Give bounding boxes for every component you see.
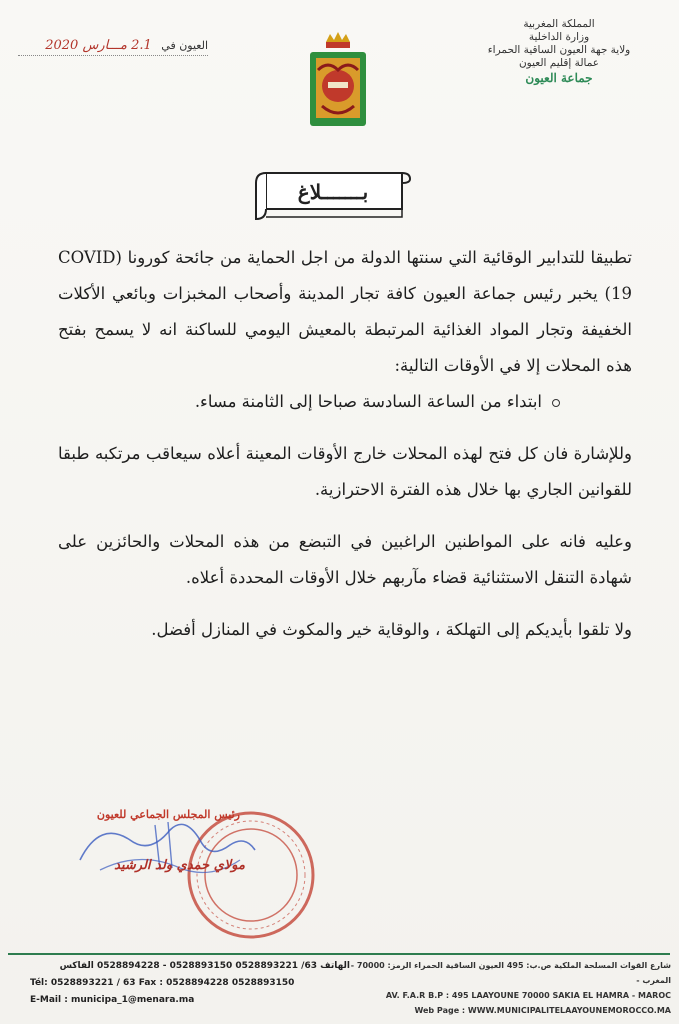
- address-french: AV. F.A.R B.P : 495 LAAYOUNE 70000 SAKIA EL HAMRA - MAROC: [385, 991, 671, 1000]
- header-line: ولاية جهة العيون الساقية الحمراء: [487, 44, 631, 56]
- notice-body: [58, 240, 632, 648]
- issuer-header: [469, 18, 649, 85]
- date-label: العيون في: [161, 39, 208, 52]
- signer-name: مولاي حمدي ولد الرشيد: [114, 858, 245, 873]
- footer-address: [341, 958, 671, 1018]
- commune-name: جماعة العيون: [525, 71, 593, 85]
- bullet-text: ابتداء من الساعة السادسة صباحا إلى الثامنة مساء.: [194, 392, 542, 411]
- paragraph: تطبيقا للتدابير الوقائية التي سنتها الدولة من اجل الحماية من جائحة كورونا (COVID 19) يخبر رئيس جماعة العيون كافة تجار المدينة وأصحاب المخبزات وبائعي الأكلات الخفيفة وتجار المواد الغذائية المرتبطة بالمعيش اليومي للساكنة انه لا يسمح بفتح هذه المحلات إلا في الأوقات التالية:: [58, 248, 632, 375]
- paragraph: ولا تلقوا بأيديكم إلى التهلكة ، والوقاية خير والمكوث في المنازل أفضل.: [151, 620, 632, 639]
- phone-arabic: الهاتف 63/ 0528893221 0528893150 - 0528894228 الفاكس: [59, 961, 350, 971]
- paragraph: وللإشارة فان كل فتح لهذه المحلات خارج الأوقات المعينة أعلاه سيعاقب مرتكبه طبقا للقوانين الجاري بها خلال هذه الفترة الاحترازية.: [58, 444, 632, 499]
- footer-contacts: [30, 958, 350, 1009]
- header-line: وزارة الداخلية: [528, 31, 590, 43]
- coat-of-arms-icon: [308, 30, 368, 130]
- address-arabic: شارع القوات المسلحة الملكية ص.ب: 495 العيون الساقية الحمراء الرمز: 70000 - المغرب -: [350, 961, 671, 985]
- footer-divider: [8, 953, 670, 955]
- email-link[interactable]: E-Mail : municipa_1@menara.ma: [30, 995, 195, 1005]
- date-line: [18, 38, 208, 56]
- header-line: عمالة إقليم العيون: [518, 57, 600, 69]
- notice-title: بـــــــلاغ: [297, 180, 369, 204]
- bullet-icon: [552, 399, 560, 407]
- web-page-link[interactable]: Web Page : WWW.MUNICIPALITELAAYOUNEMOROCCO.MA: [414, 1006, 671, 1015]
- handwritten-signature-icon: [60, 810, 260, 890]
- paragraph: وعليه فانه على المواطنين الراغبين في التبضع من هذه المحلات والحائزين على شهادة التنقل الاستثنائية قضاء مآربهم خلال الأوقات المحددة أعلاه.: [58, 532, 632, 587]
- phone-fax: Tél: 0528893221 / 63 Fax : 0528894228 0528893150: [30, 978, 295, 988]
- list-item: [58, 384, 632, 420]
- header-line: المملكة المغربية: [523, 18, 595, 30]
- signer-title: رئيس المجلس الجماعي للعيون: [96, 808, 240, 821]
- date-value: 2.1 مـــارس 2020: [45, 38, 152, 53]
